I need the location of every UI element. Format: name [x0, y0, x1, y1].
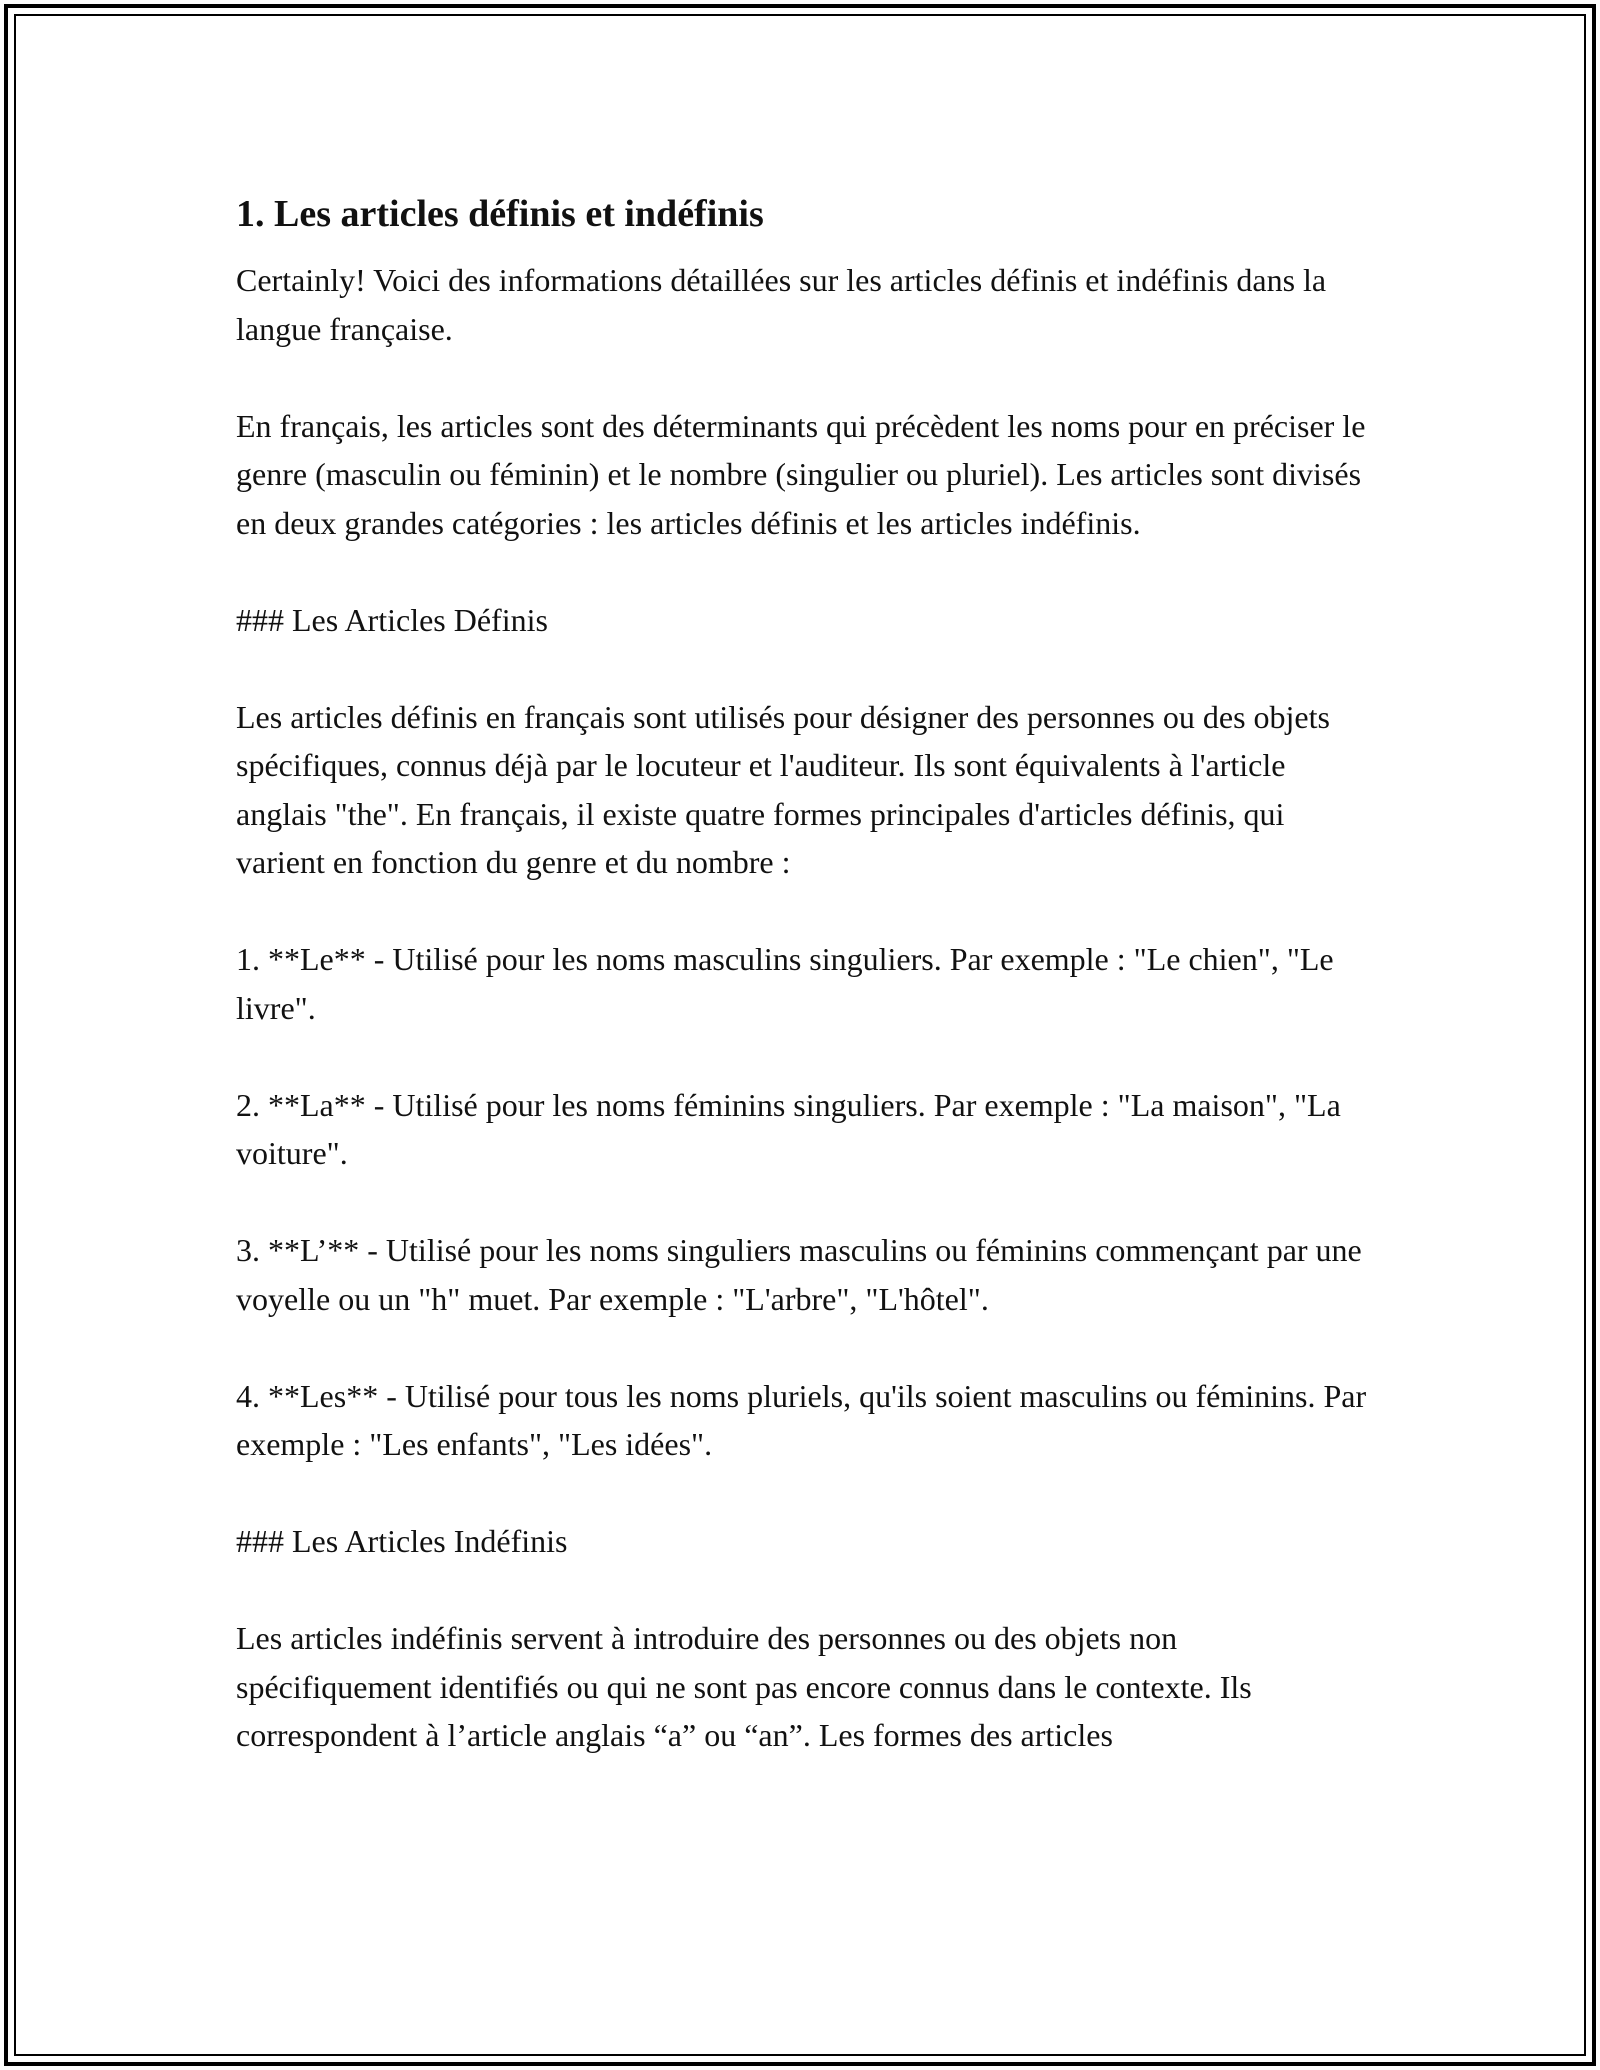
section-heading-definite: ### Les Articles Définis	[236, 601, 548, 638]
list-item-le: 1. **Le** - Utilisé pour les noms masculins singuliers. Par exemple : "Le chien", "Le livre".	[236, 941, 1334, 1026]
paragraph-indefinite-description: Les articles indéfinis servent à introduire des personnes ou des objets non spécifiquement identifiés ou qui ne sont pas encore connus dans le contexte. Ils correspondent à l’article anglais “a” ou “an”. Les formes des articles	[236, 1620, 1252, 1753]
document-title: 1. Les articles définis et indéfinis	[236, 193, 764, 235]
list-item-les: 4. **Les** - Utilisé pour tous les noms pluriels, qu'ils soient masculins ou féminins. Par exemple : "Les enfants", "Les idées".	[236, 1377, 1367, 1462]
paragraph-intro: Certainly! Voici des informations détaillées sur les articles définis et indéfinis dans la langue française.	[236, 262, 1327, 347]
list-item-la: 2. **La** - Utilisé pour les noms féminins singuliers. Par exemple : "La maison", "La voiture".	[236, 1086, 1341, 1171]
paragraph-overview: En français, les articles sont des déterminants qui précèdent les noms pour en préciser le genre (masculin ou féminin) et le nombre (singulier ou pluriel). Les articles sont divisés en deux grandes catégories : les articles définis et les articles indéfinis.	[236, 407, 1366, 541]
document-body	[236, 186, 1376, 1760]
section-heading-indefinite: ### Les Articles Indéfinis	[236, 1523, 568, 1559]
list-item-l-apostrophe: 3. **L’** - Utilisé pour les noms singuliers masculins ou féminins commençant par une voyelle ou un "h" muet. Par exemple : "L'arbre", "L'hôtel".	[236, 1232, 1362, 1317]
paragraph-definite-description: Les articles définis en français sont utilisés pour désigner des personnes ou des objets spécifiques, connus déjà par le locuteur et l'auditeur. Ils sont équivalents à l'article anglais "the". En français, il existe quatre formes principales d'articles définis, qui varient en fonction du genre et du nombre :	[236, 698, 1330, 880]
